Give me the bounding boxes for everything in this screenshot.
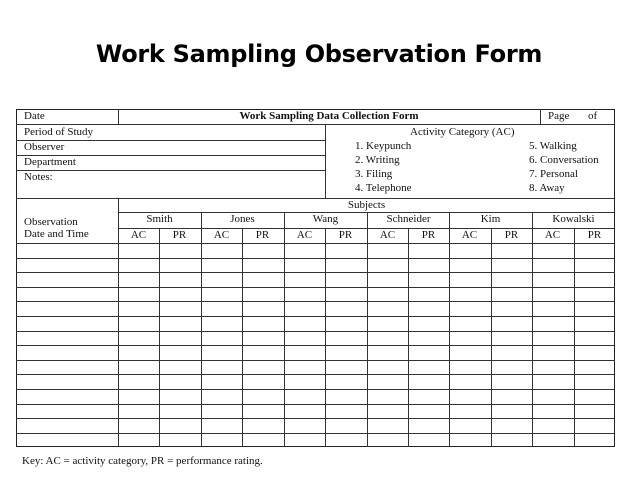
department-divider (16, 170, 325, 171)
table-row-line (16, 258, 615, 259)
ac-column-header: AC (213, 229, 230, 241)
table-row-line (16, 433, 615, 434)
subject-group-divider (284, 212, 285, 447)
table-row-line (16, 316, 615, 317)
header-row-divider (16, 124, 615, 125)
data-collection-form (16, 109, 615, 447)
subjects-header: Subjects (347, 199, 386, 211)
subject-name: Kim (480, 213, 501, 225)
pr-column-header: PR (504, 229, 519, 241)
period-of-study-label: Period of Study (24, 126, 94, 138)
subject-name: Schneider (386, 213, 431, 225)
subject-name: Jones (230, 213, 255, 225)
table-row-line (16, 389, 615, 390)
table-row-line (16, 404, 615, 405)
of-label: of (588, 110, 598, 122)
table-row-line (16, 272, 615, 273)
activity-item: 2. Writing (355, 154, 400, 166)
pr-column-header: PR (421, 229, 436, 241)
table-row-line (16, 331, 615, 332)
activity-category-header: Activity Category (AC) (410, 126, 515, 138)
ac-pr-divider (242, 228, 243, 447)
activity-item: 7. Personal (529, 168, 578, 180)
date-label: Date (24, 110, 45, 122)
table-row-line (16, 418, 615, 419)
pr-column-header: PR (172, 229, 187, 241)
key-note: Key: AC = activity category, PR = performance rating. (22, 455, 263, 467)
subject-group-divider (201, 212, 202, 447)
ac-column-header: AC (130, 229, 147, 241)
table-row-line (16, 301, 615, 302)
subject-name: Smith (146, 213, 173, 225)
table-row-line (16, 345, 615, 346)
pr-column-header: PR (338, 229, 353, 241)
slide-title: Work Sampling Observation Form (95, 40, 543, 68)
department-label: Department (24, 156, 76, 168)
activity-item: 5. Walking (529, 140, 577, 152)
ac-pr-divider (574, 228, 575, 447)
form-title: Work Sampling Data Collection Form (239, 110, 419, 122)
notes-label: Notes: (24, 171, 53, 183)
ac-column-header: AC (544, 229, 561, 241)
date-and-time-label: Date and Time (24, 228, 89, 240)
ac-pr-divider (491, 228, 492, 447)
activity-item: 1. Keypunch (355, 140, 412, 152)
ac-pr-divider (159, 228, 160, 447)
page-label: Page (548, 110, 570, 122)
observation-label: Observation (24, 216, 78, 228)
ac-pr-divider (325, 228, 326, 447)
subject-name: Wang (312, 213, 339, 225)
ac-column-header: AC (296, 229, 313, 241)
subject-name: Kowalski (552, 213, 595, 225)
activity-item: 6. Conversation (529, 154, 599, 166)
activity-item: 8. Away (529, 182, 565, 194)
table-row-line (16, 360, 615, 361)
activity-item: 3. Filing (355, 168, 393, 180)
info-column-divider (325, 124, 326, 198)
subject-group-divider (449, 212, 450, 447)
observer-label: Observer (24, 141, 65, 153)
table-row-line (16, 374, 615, 375)
subject-group-divider (367, 212, 368, 447)
table-row-line (16, 287, 615, 288)
pr-column-header: PR (255, 229, 270, 241)
ac-pr-divider (408, 228, 409, 447)
column-header-bottom (16, 243, 615, 244)
page-divider (540, 109, 541, 124)
subject-group-divider (532, 212, 533, 447)
ac-column-header: AC (461, 229, 478, 241)
pr-column-header: PR (587, 229, 602, 241)
ac-column-header: AC (379, 229, 396, 241)
activity-item: 4. Telephone (355, 182, 412, 194)
